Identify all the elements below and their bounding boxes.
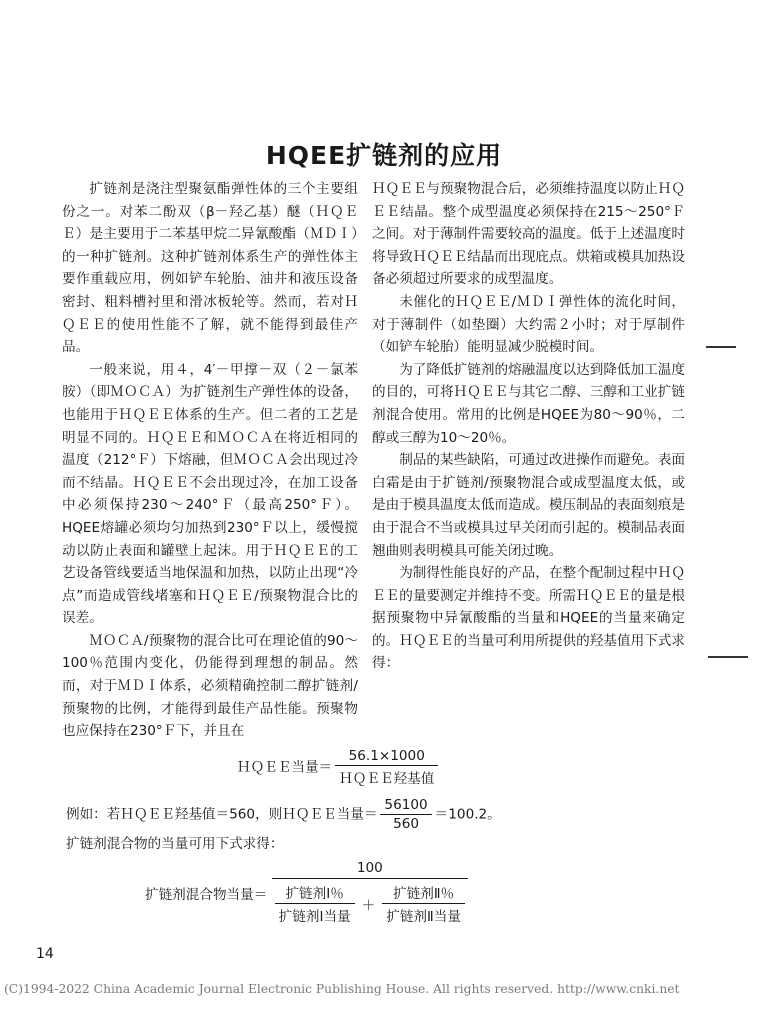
fraction-denominator [272, 878, 468, 925]
example-calculation [66, 797, 501, 832]
example-result: ＝100.2。 [434, 806, 501, 823]
paragraph: ＨＱＥＥ与预聚物混合后，必须维持温度以防止ＨＱＥＥ结晶。整个成型温度必须保持在215～250°Ｆ之间。对于薄制件需要较高的温度。低于上述温度时将导致ＨＱＥＥ结晶而出现庇点。烘箱或模具加热设备必须超过所要求的成型温度。 [372, 181, 685, 288]
paragraph: ＭＯＣＡ/预聚物的混合比可在理论值的90～100％范围内变化，仍能得到理想的制品。然而，对于ＭＤＩ体系，必须精确控制二醇扩链剂/预聚物的比例，才能得到最佳产品性能。预聚物也应保持在230°Ｆ下，并且在 [62, 632, 358, 740]
hqee-equivalent-formula [237, 748, 441, 787]
term-denominator: 扩链剂Ⅰ当量 [275, 903, 355, 925]
fraction-numerator: 100 [356, 860, 383, 876]
fraction-denominator: ＨＱＥＥ羟基值 [335, 765, 438, 787]
example-text: 例如：若ＨＱＥＥ羟基值＝560，则ＨＱＥＥ当量＝ [66, 806, 378, 823]
term-fraction [275, 882, 355, 925]
page-number: 14 [36, 946, 54, 962]
term-numerator: 扩链剂Ⅰ％ [285, 886, 344, 902]
fraction [380, 797, 431, 832]
fraction-numerator: 56.1×1000 [348, 748, 425, 764]
term-fraction [382, 882, 465, 925]
copyright-footer: (C)1994-2022 China Academic Journal Electronic Publishing House. All rights reserved. http://www.cnki.net [4, 982, 680, 996]
paragraph: 为了降低扩链剂的熔融温度以达到降低加工温度的目的，可将ＨＱＥＥ与其它二醇、三醇和工业扩链剂混合使用。常用的比例是HQEE为80～90％，二醇或三醇为10～20％。 [372, 361, 685, 446]
fraction-denominator: 560 [380, 814, 431, 832]
paragraph: 制品的某些缺陷，可通过改进操作而避免。表面白霜是由于扩链剂/预聚物混合或成型温度太低，或是由于模具温度太低而造成。模压制品的表面刻痕是由于混合不当或模具过早关闭而引起的。模制品表面翘曲则表明模具可能关闭过晚。 [372, 452, 685, 559]
term-denominator: 扩链剂Ⅱ当量 [382, 903, 465, 925]
paragraph: 一般来说，用４，4′－甲撑－双（２－氯苯胺）（即ＭＯＣＡ）为扩链剂生产弹性体的设备，也能用于ＨＱＥＥ体系的生产。但二者的工艺是明显不同的。ＨＱＥＥ和ＭＯＣＡ在将近相同的温度（212°Ｆ）下熔融，但ＭＯＣＡ会出现过冷而不结晶。ＨＱＥＥ不会出现过冷，在加工设备中必须保持230～240°Ｆ（最高250°Ｆ）。HQEE熔罐必须均匀加热到230°Ｆ以上，缓慢搅动以防止表面和罐壁上起沫。用于ＨＱＥＥ的工艺设备管线要适当地保温和加热，以防止出现“冷点”而造成管线堵塞和ＨＱＥＥ/预聚物混合比的误差。 [62, 361, 358, 627]
plus-sign: ＋ [361, 897, 376, 914]
formula-lhs: ＨＱＥＥ当量＝ [237, 759, 333, 776]
scan-artifact-mark [706, 346, 736, 348]
paragraph: 未催化的ＨＱＥＥ/ＭＤＩ弹性体的流化时间，对于薄制件（如垫圈）大约需２小时；对于厚制件（如铲车轮胎）能明显减少脱模时间。 [372, 293, 685, 356]
formula-lhs: 扩链剂混合物当量＝ [145, 886, 268, 903]
fraction-numerator: 56100 [384, 797, 428, 813]
article-title: HQEE扩链剂的应用 [265, 141, 503, 170]
paragraph: 为制得性能良好的产品，在整个配制过程中ＨＱＥＥ的量要测定并维持不变。所需ＨＱＥＥ的量是根据预聚物中异氰酸酯的当量和HQEE的当量来确定的。ＨＱＥＥ的当量可利用所提供的羟基值用下式求得： [372, 565, 685, 672]
scan-artifact-mark [708, 656, 748, 658]
paragraph: 扩链剂是浇注型聚氨酯弹性体的三个主要组份之一。对苯二酚双（β－羟乙基）醚（ＨＱＥＥ）是主要用于二苯基甲烷二异氰酸酯（ＭＤＩ）的一种扩链剂。这种扩链剂体系生产的弹性体主要作重载应用，例如铲车轮胎、油井和液压设备密封、粗料槽衬里和滑冰板轮等。然而，若对ＨＱＥＥ的使用性能不了解，就不能得到最佳产品。 [62, 181, 358, 356]
right-column [372, 178, 685, 675]
term-numerator: 扩链剂Ⅱ％ [393, 886, 455, 902]
left-column [62, 178, 358, 743]
compound-fraction [272, 860, 468, 925]
mixture-equivalent-formula [145, 860, 468, 925]
fraction [335, 748, 438, 787]
mixture-intro: 扩链剂混合物的当量可用下式求得： [66, 836, 284, 852]
